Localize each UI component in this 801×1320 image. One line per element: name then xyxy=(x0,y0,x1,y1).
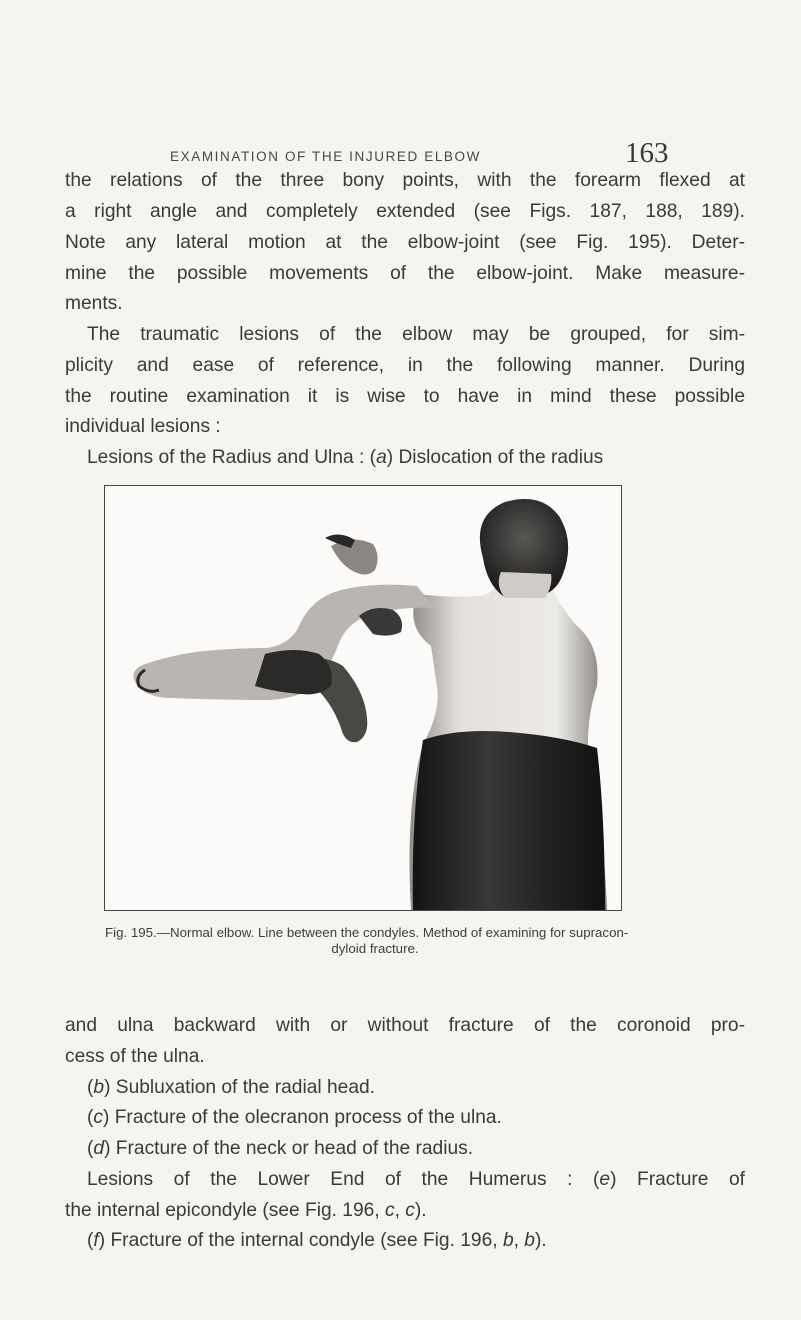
text-line: the routine examination it is wise to have in mind these possible xyxy=(65,386,745,407)
text-line: (d) Fracture of the neck or head of the radius. xyxy=(87,1138,474,1159)
text-line: (f) Fracture of the internal condyle (see Fig. 196, b, b). xyxy=(87,1230,547,1251)
text-line: Note any lateral motion at the elbow-joint (see Fig. 195). Deter- xyxy=(65,232,745,253)
figure-photograph xyxy=(104,485,622,911)
text-line: Lesions of the Radius and Ulna : (a) Dislocation of the radius xyxy=(87,447,604,468)
text-line: and ulna backward with or without fracture of the coronoid pro- xyxy=(65,1015,745,1036)
text-line: Lesions of the Lower End of the Humerus : (e) Fracture of xyxy=(87,1169,745,1190)
text-line: ments. xyxy=(65,293,123,314)
caption-line: Fig. 195.—Normal elbow. Line between the condyles. Method of examining for supracon- xyxy=(105,925,629,940)
running-title: EXAMINATION OF THE INJURED ELBOW xyxy=(170,149,481,164)
caption-line: dyloid fracture. xyxy=(331,941,419,956)
photo-illustration xyxy=(105,486,621,910)
text-line: mine the possible movements of the elbow-joint. Make measure- xyxy=(65,263,745,284)
text-line: individual lesions : xyxy=(65,416,221,437)
text-line: the relations of the three bony points, with the forearm flexed at xyxy=(65,170,745,191)
text-line: plicity and ease of reference, in the following manner. During xyxy=(65,355,745,376)
text-line: cess of the ulna. xyxy=(65,1046,205,1067)
text-line: (b) Subluxation of the radial head. xyxy=(87,1077,376,1098)
text-line: the internal epicondyle (see Fig. 196, c, c). xyxy=(65,1200,427,1221)
text-line: (c) Fracture of the olecranon process of the ulna. xyxy=(87,1107,502,1128)
text-line: The traumatic lesions of the elbow may be grouped, for sim- xyxy=(87,324,745,345)
text-line: a right angle and completely extended (see Figs. 187, 188, 189). xyxy=(65,201,745,222)
page-number: 163 xyxy=(625,137,669,169)
figure-caption xyxy=(105,925,685,957)
